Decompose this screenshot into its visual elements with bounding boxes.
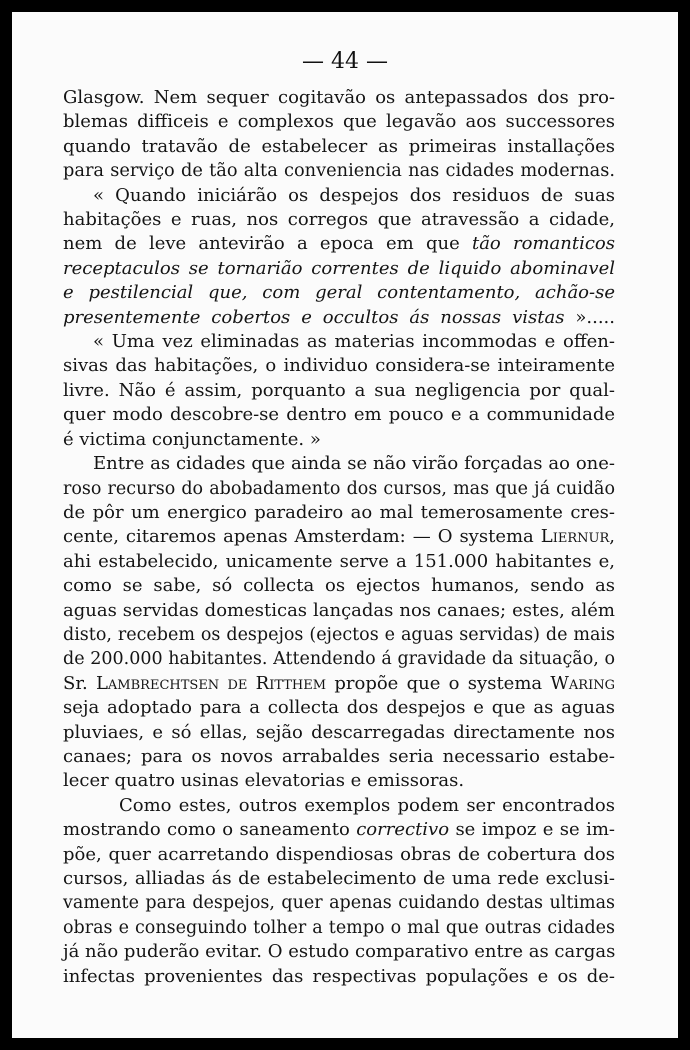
text-line: Como estes, outros exemplos podem ser encontrados: [119, 794, 615, 816]
text-line: Entre as cidades que ainda se não virão forçadas ao one-: [93, 453, 615, 475]
text-line: disto, recebem os despejos (ejectos e aguas servidas) de mais: [63, 624, 615, 645]
text-line: como se sabe, só collecta os ejectos humanos, sendo as: [63, 575, 615, 597]
text-line: « Quando iniciárão os despejos dos residuos de suas: [93, 184, 615, 206]
text-line: ahi estabelecido, unicamente serve a 151.000 habitantes e,: [63, 550, 615, 572]
text-line: aguas servidas domesticas lançadas nos canaes; estes, além: [63, 599, 615, 621]
text-line: blemas difficeis e complexos que legavão aos successores: [63, 111, 615, 133]
text-line: « Uma vez eliminadas as materias incommodas e offen-: [93, 331, 615, 353]
page-number: — 44 —: [302, 49, 388, 74]
text-line: põe, quer acarretando dispendiosas obras de cobertura dos: [63, 843, 615, 865]
text-line: já não puderão evitar. O estudo comparativo entre as cargas: [63, 941, 616, 963]
text-line: obras e conseguindo tolher a tempo o mal que outras cidades: [63, 917, 615, 938]
text-line: lecer quatro usinas elevatorias e emissoras.: [63, 770, 465, 792]
text-line: é victima conjunctamente. »: [63, 428, 321, 450]
text-line: presentemente cobertos e occultos ás nossas vistas ».....: [63, 306, 616, 328]
text-line: quando tratavão de estabelecer as primeiras installações: [63, 135, 615, 157]
small-caps-name: Liernur: [540, 526, 610, 548]
text-line: mostrando como o saneamento correctivo se impoz e se im-: [63, 819, 615, 841]
text-line: seja adoptado para a collecta dos despejos e que as aguas: [63, 697, 615, 719]
text-line: habitações e ruas, nos corregos que atravessão a cidade,: [63, 209, 615, 231]
text-line: de pôr um energico paradeiro ao mal temerosamente cres-: [63, 501, 615, 523]
book-page: [12, 12, 678, 1038]
text-line: infectas provenientes das respectivas populações e os de-: [63, 965, 615, 987]
italic-text: correctivo: [356, 819, 450, 841]
text-line: pluviaes, e só ellas, sejão descarregadas directamente nos: [63, 721, 615, 743]
text-line: sivas das habitações, o individuo considera-se inteiramente: [63, 355, 615, 377]
text-line: cursos, alliadas ás de estabelecimento de uma rede exclusi-: [63, 868, 615, 889]
text-line: receptaculos se tornarião correntes de liquido abominavel: [63, 257, 615, 279]
body-text: [63, 86, 615, 989]
text-line: livre. Não é assim, porquanto a sua negligencia por qual-: [63, 379, 615, 401]
text-line: roso recurso do abobadamento dos cursos, mas que já cuidão: [63, 478, 615, 499]
italic-text: presentemente cobertos e occultos ás nossas vistas: [63, 306, 565, 328]
text-line: e pestilencial que, com geral contentamento, achão-se: [63, 282, 615, 304]
italic-text: tão romanticos: [471, 233, 615, 255]
text-line: quer modo descobre-se dentro em pouco e a communidade: [63, 404, 615, 426]
text-line: Sr. Lambrechtsen de Ritthem propõe que o systema Waring: [63, 672, 615, 694]
text-line: para serviço de tão alta conveniencia nas cidades modernas.: [63, 161, 615, 182]
text-line: de 200.000 habitantes. Attendendo á gravidade da situação, o: [63, 649, 615, 670]
text-line: Glasgow. Nem sequer cogitavão os antepassados dos pro-: [63, 87, 615, 108]
small-caps-name: Waring: [550, 672, 615, 694]
text-line: vamente para despejos, quer apenas cuidando destas ultimas: [63, 893, 615, 914]
small-caps-name: Lambrechtsen de Ritthem: [95, 672, 327, 694]
text-line: nem de leve antevirão a epoca em que tão romanticos: [63, 233, 615, 255]
text-line: canaes; para os novos arrabaldes seria necessario estabe-: [63, 745, 615, 767]
text-line: cente, citaremos apenas Amsterdam: — O systema Liernur,: [63, 526, 615, 548]
